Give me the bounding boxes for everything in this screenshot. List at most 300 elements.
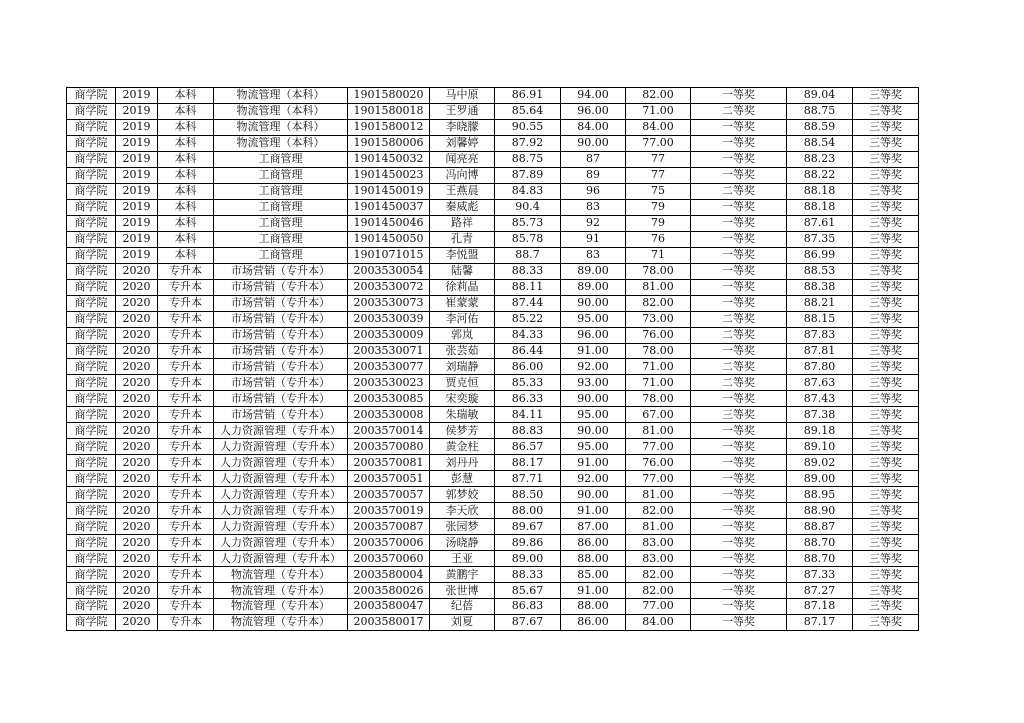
table-row bbox=[67, 119, 919, 135]
total-score-cell: 87.61 bbox=[787, 215, 853, 231]
student-id-cell: 2003570081 bbox=[348, 455, 430, 471]
major-cell: 人力资源管理（专升本） bbox=[214, 439, 348, 455]
score-a-cell: 84.83 bbox=[495, 183, 561, 199]
college-cell: 商学院 bbox=[67, 88, 116, 104]
level-cell: 本科 bbox=[158, 119, 214, 135]
major-cell: 工商管理 bbox=[214, 247, 348, 263]
score-c-cell: 81.00 bbox=[626, 487, 691, 503]
major-cell: 人力资源管理（专升本） bbox=[214, 535, 348, 551]
year-cell: 2019 bbox=[116, 119, 158, 135]
total-score-cell: 88.18 bbox=[787, 199, 853, 215]
table-row bbox=[67, 151, 919, 167]
year-cell: 2020 bbox=[116, 327, 158, 343]
year-cell: 2020 bbox=[116, 519, 158, 535]
name-cell: 郭梦姣 bbox=[430, 487, 495, 503]
score-c-cell: 79 bbox=[626, 215, 691, 231]
level-cell: 本科 bbox=[158, 151, 214, 167]
score-b-cell: 95.00 bbox=[561, 407, 626, 423]
score-a-cell: 85.64 bbox=[495, 103, 561, 119]
award-grade-cell: 二等奖 bbox=[691, 103, 787, 119]
student-id-cell: 2003530085 bbox=[348, 391, 430, 407]
level-cell: 专升本 bbox=[158, 439, 214, 455]
table-row bbox=[67, 567, 919, 583]
table-row bbox=[67, 343, 919, 359]
total-score-cell: 88.95 bbox=[787, 487, 853, 503]
award-grade-cell: 一等奖 bbox=[691, 279, 787, 295]
total-score-cell: 89.10 bbox=[787, 439, 853, 455]
college-cell: 商学院 bbox=[67, 183, 116, 199]
score-b-cell: 95.00 bbox=[561, 439, 626, 455]
total-score-cell: 88.70 bbox=[787, 551, 853, 567]
name-cell: 刘夏 bbox=[430, 614, 495, 630]
level-cell: 专升本 bbox=[158, 311, 214, 327]
score-a-cell: 87.67 bbox=[495, 614, 561, 630]
award-grade-cell: 一等奖 bbox=[691, 423, 787, 439]
level-cell: 专升本 bbox=[158, 567, 214, 583]
name-cell: 郭岚 bbox=[430, 327, 495, 343]
total-score-cell: 88.18 bbox=[787, 183, 853, 199]
college-cell: 商学院 bbox=[67, 343, 116, 359]
scholarship-cell: 三等奖 bbox=[853, 151, 919, 167]
score-b-cell: 91.00 bbox=[561, 455, 626, 471]
scholarship-cell: 三等奖 bbox=[853, 503, 919, 519]
college-cell: 商学院 bbox=[67, 263, 116, 279]
name-cell: 彭慧 bbox=[430, 471, 495, 487]
major-cell: 人力资源管理（专升本） bbox=[214, 519, 348, 535]
score-c-cell: 71.00 bbox=[626, 359, 691, 375]
table-row bbox=[67, 103, 919, 119]
college-cell: 商学院 bbox=[67, 487, 116, 503]
college-cell: 商学院 bbox=[67, 519, 116, 535]
level-cell: 专升本 bbox=[158, 487, 214, 503]
total-score-cell: 88.54 bbox=[787, 135, 853, 151]
table-row bbox=[67, 423, 919, 439]
college-cell: 商学院 bbox=[67, 167, 116, 183]
major-cell: 市场营销（专升本） bbox=[214, 279, 348, 295]
name-cell: 路祥 bbox=[430, 215, 495, 231]
college-cell: 商学院 bbox=[67, 199, 116, 215]
student-id-cell: 1901580012 bbox=[348, 119, 430, 135]
college-cell: 商学院 bbox=[67, 599, 116, 615]
table-row bbox=[67, 471, 919, 487]
table-row bbox=[67, 231, 919, 247]
score-b-cell: 95.00 bbox=[561, 311, 626, 327]
scholarship-cell: 三等奖 bbox=[853, 583, 919, 599]
award-grade-cell: 二等奖 bbox=[691, 183, 787, 199]
score-b-cell: 92.00 bbox=[561, 359, 626, 375]
major-cell: 工商管理 bbox=[214, 231, 348, 247]
name-cell: 王罗通 bbox=[430, 103, 495, 119]
level-cell: 本科 bbox=[158, 247, 214, 263]
scholarship-cell: 三等奖 bbox=[853, 567, 919, 583]
score-a-cell: 88.50 bbox=[495, 487, 561, 503]
table-row bbox=[67, 583, 919, 599]
level-cell: 专升本 bbox=[158, 471, 214, 487]
total-score-cell: 87.33 bbox=[787, 567, 853, 583]
score-b-cell: 85.00 bbox=[561, 567, 626, 583]
scholarship-cell: 三等奖 bbox=[853, 535, 919, 551]
scholarship-cell: 三等奖 bbox=[853, 551, 919, 567]
level-cell: 专升本 bbox=[158, 455, 214, 471]
level-cell: 专升本 bbox=[158, 407, 214, 423]
year-cell: 2020 bbox=[116, 375, 158, 391]
college-cell: 商学院 bbox=[67, 279, 116, 295]
scholarship-cell: 三等奖 bbox=[853, 311, 919, 327]
total-score-cell: 88.22 bbox=[787, 167, 853, 183]
scholarship-cell: 三等奖 bbox=[853, 599, 919, 615]
score-b-cell: 96.00 bbox=[561, 327, 626, 343]
total-score-cell: 87.43 bbox=[787, 391, 853, 407]
name-cell: 李天欣 bbox=[430, 503, 495, 519]
student-id-cell: 2003530009 bbox=[348, 327, 430, 343]
scholarship-cell: 三等奖 bbox=[853, 327, 919, 343]
score-c-cell: 77.00 bbox=[626, 135, 691, 151]
major-cell: 市场营销（专升本） bbox=[214, 327, 348, 343]
score-a-cell: 87.44 bbox=[495, 295, 561, 311]
major-cell: 人力资源管理（专升本） bbox=[214, 455, 348, 471]
level-cell: 专升本 bbox=[158, 535, 214, 551]
year-cell: 2020 bbox=[116, 487, 158, 503]
scholarship-cell: 三等奖 bbox=[853, 231, 919, 247]
name-cell: 纪蓓 bbox=[430, 599, 495, 615]
year-cell: 2020 bbox=[116, 583, 158, 599]
college-cell: 商学院 bbox=[67, 135, 116, 151]
year-cell: 2020 bbox=[116, 567, 158, 583]
level-cell: 专升本 bbox=[158, 519, 214, 535]
total-score-cell: 88.15 bbox=[787, 311, 853, 327]
college-cell: 商学院 bbox=[67, 295, 116, 311]
student-id-cell: 2003530071 bbox=[348, 343, 430, 359]
score-a-cell: 85.78 bbox=[495, 231, 561, 247]
year-cell: 2019 bbox=[116, 199, 158, 215]
table-row bbox=[67, 407, 919, 423]
year-cell: 2020 bbox=[116, 439, 158, 455]
student-id-cell: 2003570006 bbox=[348, 535, 430, 551]
total-score-cell: 87.38 bbox=[787, 407, 853, 423]
major-cell: 物流管理（本科） bbox=[214, 135, 348, 151]
scholarship-cell: 三等奖 bbox=[853, 295, 919, 311]
student-id-cell: 2003570060 bbox=[348, 551, 430, 567]
name-cell: 黄金柱 bbox=[430, 439, 495, 455]
name-cell: 秦威彪 bbox=[430, 199, 495, 215]
major-cell: 物流管理（本科） bbox=[214, 88, 348, 104]
major-cell: 物流管理（专升本） bbox=[214, 583, 348, 599]
score-c-cell: 84.00 bbox=[626, 614, 691, 630]
student-id-cell: 2003530077 bbox=[348, 359, 430, 375]
score-a-cell: 85.73 bbox=[495, 215, 561, 231]
major-cell: 市场营销（专升本） bbox=[214, 263, 348, 279]
name-cell: 刘馨婷 bbox=[430, 135, 495, 151]
year-cell: 2020 bbox=[116, 455, 158, 471]
student-id-cell: 2003570051 bbox=[348, 471, 430, 487]
level-cell: 专升本 bbox=[158, 263, 214, 279]
total-score-cell: 87.17 bbox=[787, 614, 853, 630]
score-c-cell: 71.00 bbox=[626, 103, 691, 119]
level-cell: 本科 bbox=[158, 215, 214, 231]
student-id-cell: 2003580047 bbox=[348, 599, 430, 615]
score-c-cell: 77 bbox=[626, 151, 691, 167]
score-c-cell: 71 bbox=[626, 247, 691, 263]
score-c-cell: 81.00 bbox=[626, 519, 691, 535]
name-cell: 宋奕璇 bbox=[430, 391, 495, 407]
score-b-cell: 90.00 bbox=[561, 295, 626, 311]
level-cell: 专升本 bbox=[158, 614, 214, 630]
award-grade-cell: 一等奖 bbox=[691, 135, 787, 151]
score-a-cell: 90.55 bbox=[495, 119, 561, 135]
total-score-cell: 88.75 bbox=[787, 103, 853, 119]
scholarship-cell: 三等奖 bbox=[853, 423, 919, 439]
score-a-cell: 87.71 bbox=[495, 471, 561, 487]
score-a-cell: 89.67 bbox=[495, 519, 561, 535]
student-id-cell: 1901580006 bbox=[348, 135, 430, 151]
score-a-cell: 85.67 bbox=[495, 583, 561, 599]
score-c-cell: 77.00 bbox=[626, 471, 691, 487]
score-a-cell: 88.00 bbox=[495, 503, 561, 519]
student-id-cell: 2003530023 bbox=[348, 375, 430, 391]
award-grade-cell: 一等奖 bbox=[691, 151, 787, 167]
score-a-cell: 90.4 bbox=[495, 199, 561, 215]
student-id-cell: 2003580017 bbox=[348, 614, 430, 630]
score-a-cell: 87.92 bbox=[495, 135, 561, 151]
major-cell: 工商管理 bbox=[214, 167, 348, 183]
score-b-cell: 89.00 bbox=[561, 279, 626, 295]
score-c-cell: 77 bbox=[626, 167, 691, 183]
total-score-cell: 88.21 bbox=[787, 295, 853, 311]
name-cell: 张世博 bbox=[430, 583, 495, 599]
major-cell: 工商管理 bbox=[214, 199, 348, 215]
year-cell: 2020 bbox=[116, 614, 158, 630]
major-cell: 人力资源管理（专升本） bbox=[214, 487, 348, 503]
name-cell: 崔蒙蒙 bbox=[430, 295, 495, 311]
name-cell: 侯梦芳 bbox=[430, 423, 495, 439]
major-cell: 市场营销（专升本） bbox=[214, 311, 348, 327]
table-row bbox=[67, 439, 919, 455]
score-b-cell: 90.00 bbox=[561, 391, 626, 407]
college-cell: 商学院 bbox=[67, 503, 116, 519]
table-row bbox=[67, 327, 919, 343]
table-body bbox=[67, 88, 919, 631]
award-grade-cell: 二等奖 bbox=[691, 327, 787, 343]
college-cell: 商学院 bbox=[67, 215, 116, 231]
award-grade-cell: 一等奖 bbox=[691, 503, 787, 519]
award-table-sheet bbox=[66, 87, 919, 631]
score-b-cell: 84.00 bbox=[561, 119, 626, 135]
total-score-cell: 89.04 bbox=[787, 88, 853, 104]
award-grade-cell: 一等奖 bbox=[691, 199, 787, 215]
year-cell: 2019 bbox=[116, 135, 158, 151]
score-b-cell: 88.00 bbox=[561, 599, 626, 615]
year-cell: 2020 bbox=[116, 263, 158, 279]
score-c-cell: 77.00 bbox=[626, 599, 691, 615]
table-row bbox=[67, 614, 919, 630]
score-c-cell: 78.00 bbox=[626, 343, 691, 359]
scholarship-cell: 三等奖 bbox=[853, 199, 919, 215]
award-grade-cell: 一等奖 bbox=[691, 551, 787, 567]
score-c-cell: 81.00 bbox=[626, 423, 691, 439]
award-grade-cell: 一等奖 bbox=[691, 471, 787, 487]
scholarship-cell: 三等奖 bbox=[853, 279, 919, 295]
name-cell: 李河佑 bbox=[430, 311, 495, 327]
total-score-cell: 87.35 bbox=[787, 231, 853, 247]
score-b-cell: 88.00 bbox=[561, 551, 626, 567]
level-cell: 本科 bbox=[158, 183, 214, 199]
name-cell: 黄鹏宇 bbox=[430, 567, 495, 583]
score-c-cell: 67.00 bbox=[626, 407, 691, 423]
college-cell: 商学院 bbox=[67, 567, 116, 583]
scholarship-cell: 三等奖 bbox=[853, 183, 919, 199]
award-grade-cell: 一等奖 bbox=[691, 391, 787, 407]
name-cell: 张园梦 bbox=[430, 519, 495, 535]
scholarship-cell: 三等奖 bbox=[853, 455, 919, 471]
name-cell: 刘丹丹 bbox=[430, 455, 495, 471]
table-row bbox=[67, 135, 919, 151]
score-c-cell: 83.00 bbox=[626, 535, 691, 551]
student-id-cell: 2003570019 bbox=[348, 503, 430, 519]
score-b-cell: 90.00 bbox=[561, 423, 626, 439]
college-cell: 商学院 bbox=[67, 327, 116, 343]
score-a-cell: 87.89 bbox=[495, 167, 561, 183]
score-c-cell: 71.00 bbox=[626, 375, 691, 391]
score-c-cell: 75 bbox=[626, 183, 691, 199]
major-cell: 人力资源管理（专升本） bbox=[214, 551, 348, 567]
year-cell: 2020 bbox=[116, 359, 158, 375]
level-cell: 专升本 bbox=[158, 503, 214, 519]
major-cell: 物流管理（本科） bbox=[214, 103, 348, 119]
score-c-cell: 76 bbox=[626, 231, 691, 247]
major-cell: 物流管理（专升本） bbox=[214, 599, 348, 615]
year-cell: 2019 bbox=[116, 151, 158, 167]
major-cell: 人力资源管理（专升本） bbox=[214, 423, 348, 439]
score-a-cell: 86.44 bbox=[495, 343, 561, 359]
award-grade-cell: 一等奖 bbox=[691, 231, 787, 247]
year-cell: 2020 bbox=[116, 407, 158, 423]
score-a-cell: 85.33 bbox=[495, 375, 561, 391]
total-score-cell: 89.02 bbox=[787, 455, 853, 471]
score-c-cell: 83.00 bbox=[626, 551, 691, 567]
student-id-cell: 1901450046 bbox=[348, 215, 430, 231]
student-id-cell: 2003570014 bbox=[348, 423, 430, 439]
level-cell: 本科 bbox=[158, 167, 214, 183]
score-b-cell: 90.00 bbox=[561, 135, 626, 151]
score-a-cell: 84.11 bbox=[495, 407, 561, 423]
college-cell: 商学院 bbox=[67, 439, 116, 455]
score-b-cell: 87 bbox=[561, 151, 626, 167]
year-cell: 2020 bbox=[116, 551, 158, 567]
award-grade-cell: 一等奖 bbox=[691, 215, 787, 231]
table-row bbox=[67, 503, 919, 519]
scholarship-cell: 三等奖 bbox=[853, 263, 919, 279]
college-cell: 商学院 bbox=[67, 119, 116, 135]
score-c-cell: 84.00 bbox=[626, 119, 691, 135]
scholarship-cell: 三等奖 bbox=[853, 103, 919, 119]
student-id-cell: 1901580018 bbox=[348, 103, 430, 119]
year-cell: 2020 bbox=[116, 391, 158, 407]
student-id-cell: 2003580004 bbox=[348, 567, 430, 583]
college-cell: 商学院 bbox=[67, 614, 116, 630]
score-b-cell: 91.00 bbox=[561, 503, 626, 519]
score-b-cell: 89.00 bbox=[561, 263, 626, 279]
table-row bbox=[67, 199, 919, 215]
major-cell: 工商管理 bbox=[214, 183, 348, 199]
total-score-cell: 87.81 bbox=[787, 343, 853, 359]
score-a-cell: 84.33 bbox=[495, 327, 561, 343]
student-id-cell: 1901450019 bbox=[348, 183, 430, 199]
major-cell: 市场营销（专升本） bbox=[214, 343, 348, 359]
total-score-cell: 88.90 bbox=[787, 503, 853, 519]
name-cell: 王亚 bbox=[430, 551, 495, 567]
level-cell: 本科 bbox=[158, 231, 214, 247]
level-cell: 本科 bbox=[158, 135, 214, 151]
award-grade-cell: 一等奖 bbox=[691, 487, 787, 503]
name-cell: 张芸茹 bbox=[430, 343, 495, 359]
student-id-cell: 2003530008 bbox=[348, 407, 430, 423]
name-cell: 马中原 bbox=[430, 88, 495, 104]
major-cell: 工商管理 bbox=[214, 151, 348, 167]
name-cell: 李晓朦 bbox=[430, 119, 495, 135]
year-cell: 2019 bbox=[116, 183, 158, 199]
student-id-cell: 1901450023 bbox=[348, 167, 430, 183]
college-cell: 商学院 bbox=[67, 231, 116, 247]
student-id-cell: 2003570057 bbox=[348, 487, 430, 503]
total-score-cell: 88.23 bbox=[787, 151, 853, 167]
score-c-cell: 82.00 bbox=[626, 88, 691, 104]
year-cell: 2020 bbox=[116, 343, 158, 359]
scholarship-cell: 三等奖 bbox=[853, 439, 919, 455]
scholarship-cell: 三等奖 bbox=[853, 487, 919, 503]
year-cell: 2020 bbox=[116, 471, 158, 487]
student-id-cell: 2003530073 bbox=[348, 295, 430, 311]
score-b-cell: 93.00 bbox=[561, 375, 626, 391]
scholarship-cell: 三等奖 bbox=[853, 343, 919, 359]
score-c-cell: 76.00 bbox=[626, 327, 691, 343]
total-score-cell: 88.70 bbox=[787, 535, 853, 551]
college-cell: 商学院 bbox=[67, 151, 116, 167]
scholarship-cell: 三等奖 bbox=[853, 88, 919, 104]
college-cell: 商学院 bbox=[67, 423, 116, 439]
score-a-cell: 86.00 bbox=[495, 359, 561, 375]
major-cell: 物流管理（专升本） bbox=[214, 567, 348, 583]
scholarship-cell: 三等奖 bbox=[853, 407, 919, 423]
award-grade-cell: 一等奖 bbox=[691, 343, 787, 359]
major-cell: 人力资源管理（专升本） bbox=[214, 471, 348, 487]
score-c-cell: 81.00 bbox=[626, 279, 691, 295]
score-a-cell: 86.33 bbox=[495, 391, 561, 407]
table-row bbox=[67, 263, 919, 279]
score-a-cell: 88.7 bbox=[495, 247, 561, 263]
award-grade-cell: 三等奖 bbox=[691, 407, 787, 423]
score-a-cell: 86.57 bbox=[495, 439, 561, 455]
award-grade-cell: 一等奖 bbox=[691, 88, 787, 104]
level-cell: 专升本 bbox=[158, 343, 214, 359]
score-b-cell: 92.00 bbox=[561, 471, 626, 487]
college-cell: 商学院 bbox=[67, 407, 116, 423]
score-c-cell: 73.00 bbox=[626, 311, 691, 327]
score-c-cell: 78.00 bbox=[626, 391, 691, 407]
table-row bbox=[67, 311, 919, 327]
major-cell: 市场营销（专升本） bbox=[214, 359, 348, 375]
college-cell: 商学院 bbox=[67, 391, 116, 407]
level-cell: 本科 bbox=[158, 88, 214, 104]
table-row bbox=[67, 88, 919, 104]
score-b-cell: 89 bbox=[561, 167, 626, 183]
college-cell: 商学院 bbox=[67, 535, 116, 551]
major-cell: 市场营销（专升本） bbox=[214, 295, 348, 311]
name-cell: 孔青 bbox=[430, 231, 495, 247]
total-score-cell: 86.99 bbox=[787, 247, 853, 263]
score-a-cell: 88.75 bbox=[495, 151, 561, 167]
name-cell: 朱瑞敏 bbox=[430, 407, 495, 423]
scholarship-cell: 三等奖 bbox=[853, 375, 919, 391]
